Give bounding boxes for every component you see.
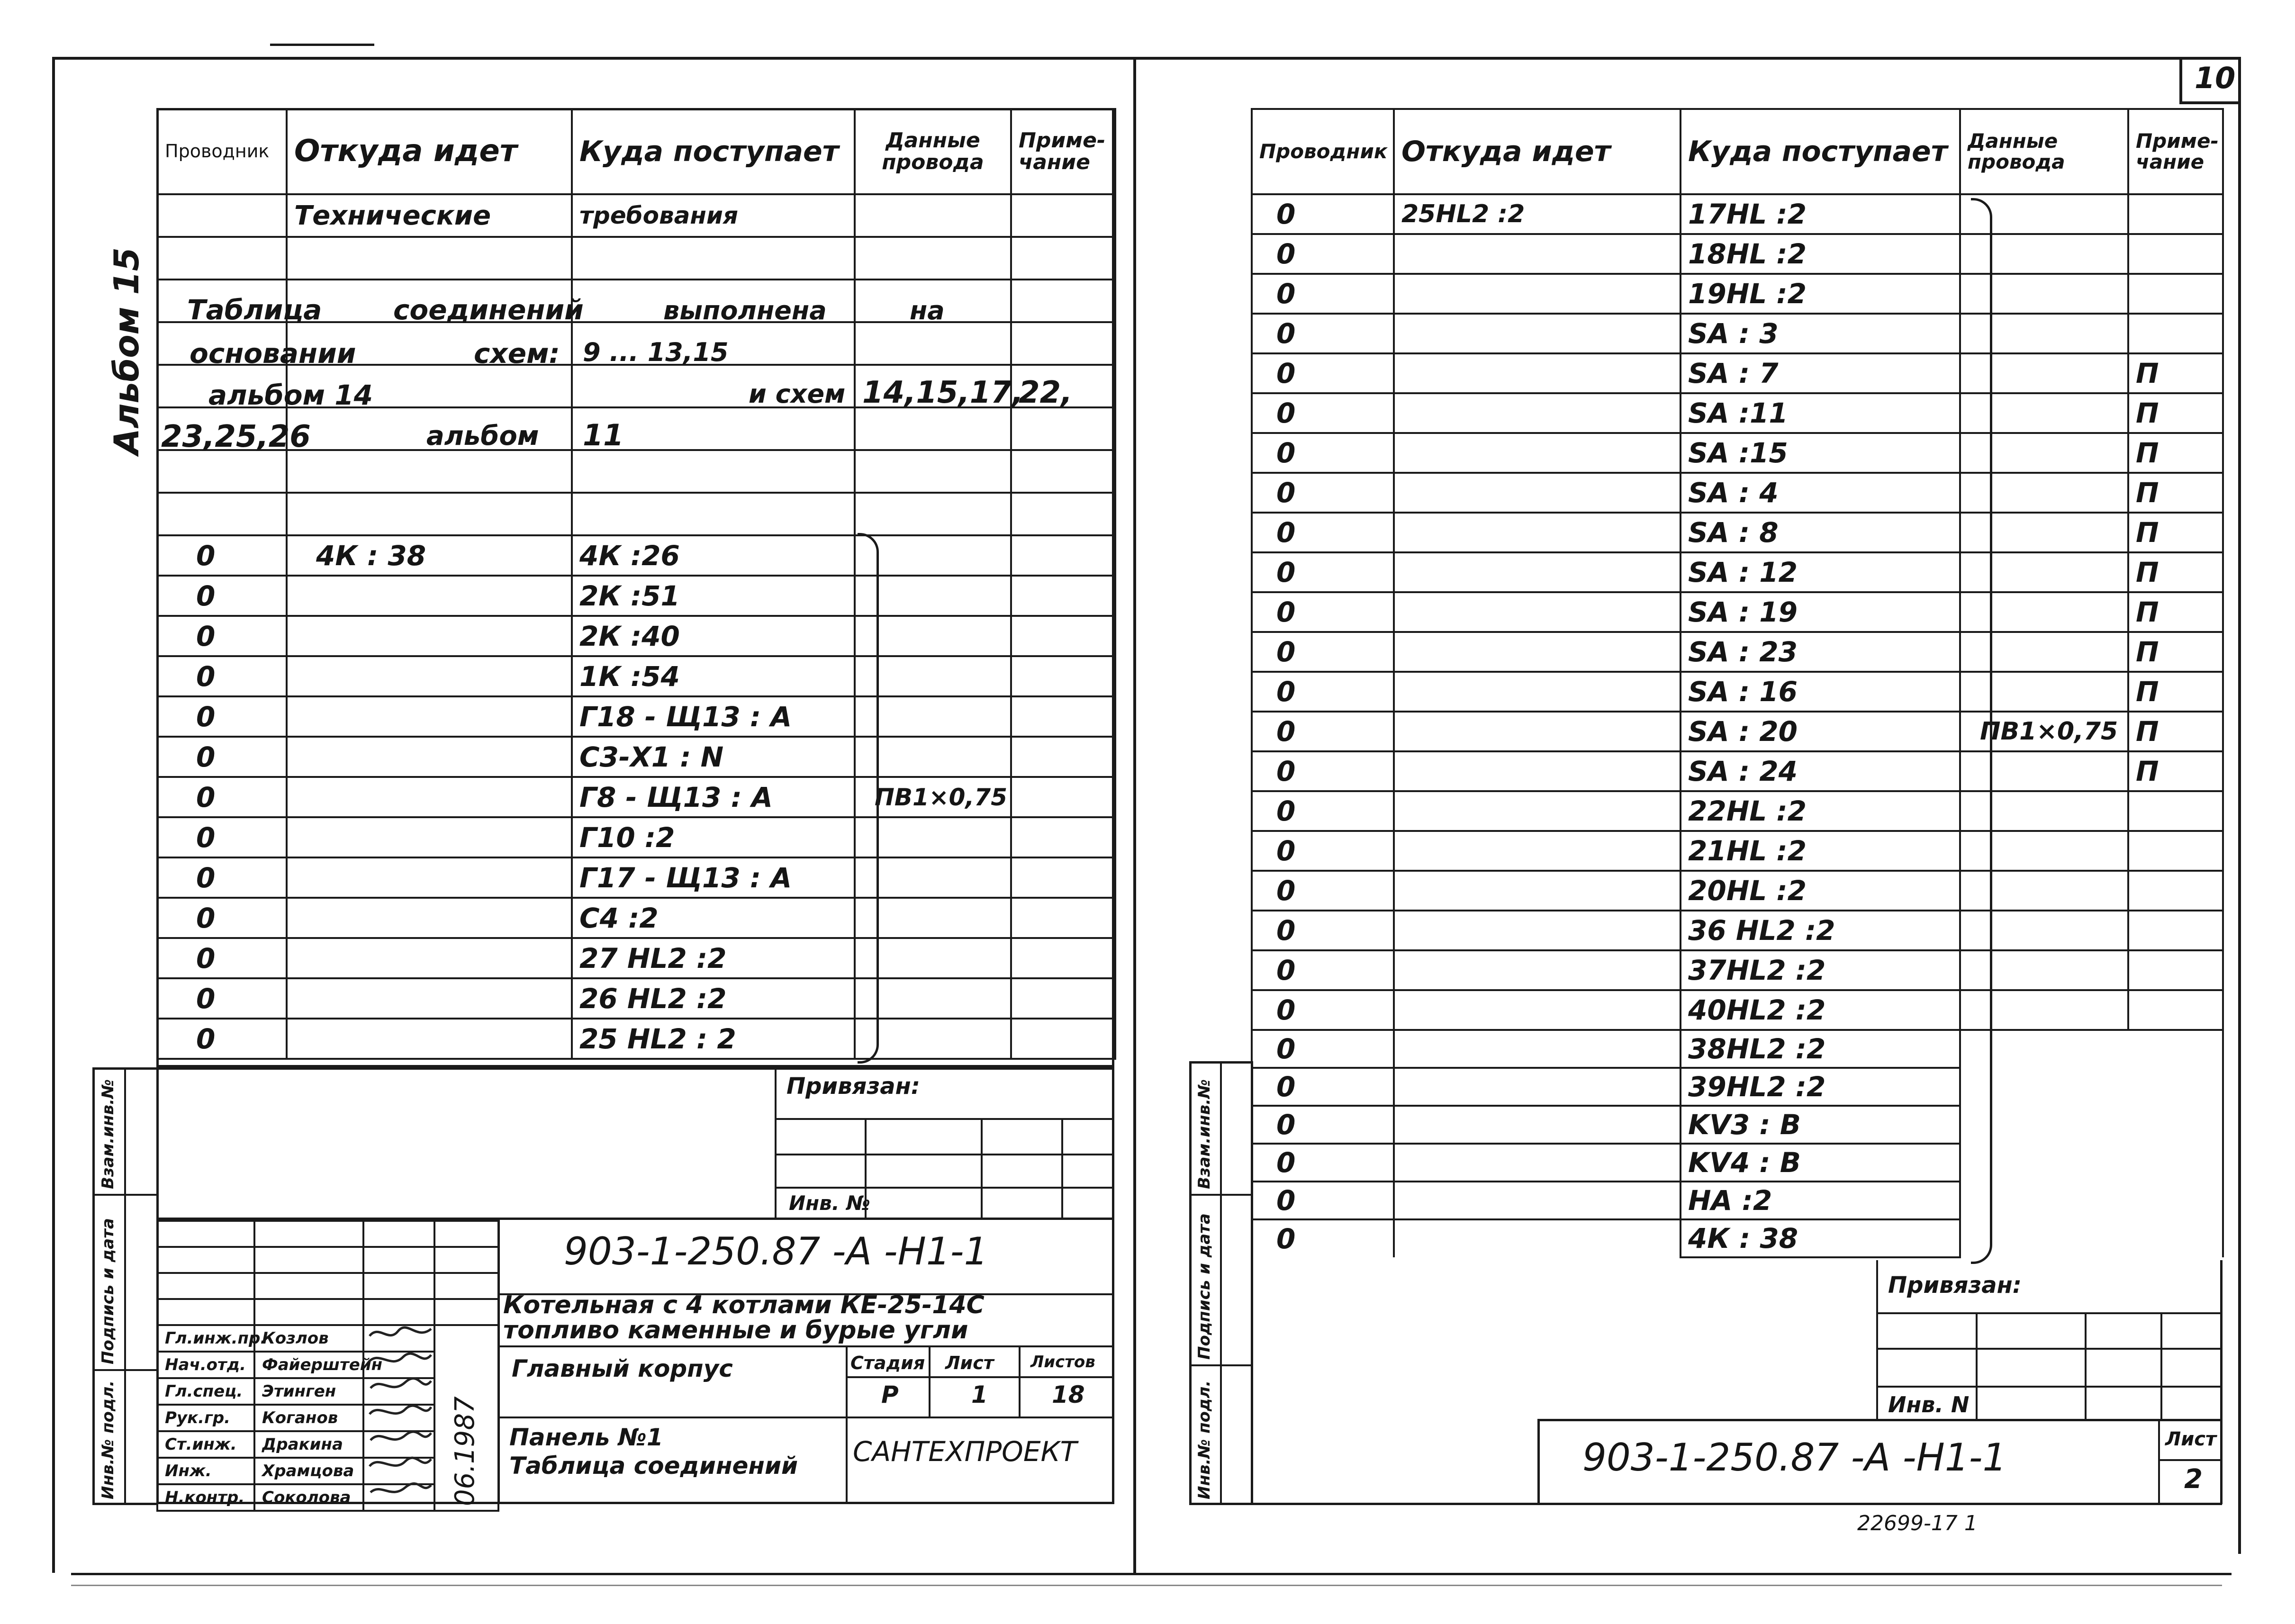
- right-row-note: [2128, 314, 2223, 353]
- left-panel-line2: Таблица соединений: [509, 1452, 798, 1480]
- right-side-strip-outer: [1189, 1061, 1192, 1504]
- left-tb-h-stage: [497, 1345, 1114, 1347]
- right-row-note: П: [2128, 473, 2223, 513]
- sig-role: Н.контр.: [157, 1484, 254, 1511]
- left-tb-v-sheets: [1019, 1345, 1021, 1416]
- right-row-from: 25HL2 :2: [1394, 194, 1681, 234]
- sig-role: Гл.спец.: [157, 1378, 254, 1405]
- right-row-note: П: [2128, 552, 2223, 592]
- left-connections-table: [156, 108, 1116, 1060]
- sig-name: Соколова: [254, 1484, 363, 1511]
- sig-role: Ст.инж.: [157, 1431, 254, 1458]
- right-priv-v4: [2160, 1312, 2162, 1421]
- right-row-note: П: [2128, 632, 2223, 672]
- right-side-strip-bottom: [1189, 1503, 2222, 1505]
- right-row-wire: 0: [1252, 433, 1394, 473]
- right-row-to: 18HL :2: [1681, 234, 1960, 274]
- left-row-to: 4К :26: [572, 535, 855, 576]
- right-row-wire: 0: [1252, 234, 1394, 274]
- left-row-wire: 0: [157, 1019, 287, 1059]
- right-row-note: П: [2128, 672, 2223, 712]
- left-priv-h1: [775, 1118, 1114, 1120]
- right-row-to: SA : 20: [1681, 712, 1960, 751]
- sig-name: Храмцова: [254, 1458, 363, 1484]
- left-sheets-header: Листов: [1030, 1353, 1095, 1371]
- left-row-from: 4К : 38: [287, 535, 572, 576]
- left-row-to: 25 HL2 : 2: [572, 1019, 855, 1059]
- left-stage-header: Стадия: [850, 1353, 925, 1373]
- right-row-to: SA : 8: [1681, 513, 1960, 552]
- right-doc-code: 903-1-250.87 -А -Н1-1: [1582, 1435, 2007, 1480]
- right-brace: [1971, 198, 1992, 1264]
- right-connections-table: [1251, 108, 2224, 1258]
- center-fold-line: [1133, 57, 1136, 1573]
- left-note-req: требования: [572, 194, 855, 237]
- right-row-note: П: [2128, 712, 2223, 751]
- left-row-wire: 0: [157, 656, 287, 696]
- left-building: Главный корпус: [512, 1355, 733, 1382]
- right-header-to: Куда поступает: [1681, 109, 1960, 194]
- left-note-tech: Технические: [287, 194, 572, 237]
- left-side-strip-inner: [124, 1067, 126, 1504]
- left-row-wire: 0: [157, 857, 287, 898]
- left-header-wire: Проводник: [157, 109, 287, 194]
- left-note-basis: основании: [190, 337, 356, 370]
- right-tb-sheet-h: [2158, 1459, 2222, 1461]
- left-note-table: Таблица: [187, 294, 322, 326]
- left-side-label-original: Инв.№ подл.: [99, 1380, 117, 1499]
- right-row-to: 38HL2 :2: [1681, 1030, 1960, 1068]
- left-side-label-signature: Подпись и дата: [99, 1218, 117, 1364]
- right-row-to: 22HL :2: [1681, 791, 1960, 831]
- right-row-wire: 0: [1252, 473, 1394, 513]
- right-header-wire: Проводник: [1252, 109, 1394, 194]
- right-row-wire: 0: [1252, 712, 1394, 751]
- right-row-wire: 0: [1252, 871, 1394, 911]
- left-row-wire: 0: [157, 777, 287, 817]
- left-row-to: Г10 :2: [572, 817, 855, 857]
- right-row-wire: 0: [1252, 791, 1394, 831]
- right-header-note: Приме-чание: [2128, 109, 2223, 194]
- right-row-note: [2128, 990, 2223, 1030]
- right-row-to: KV3 : В: [1681, 1106, 1960, 1144]
- left-priv-v4: [1061, 1118, 1063, 1218]
- left-row-to: 2К :51: [572, 576, 855, 616]
- left-row-wire: 0: [157, 535, 287, 576]
- left-priv-v3: [981, 1118, 983, 1218]
- left-note-schemes: схем:: [474, 337, 560, 370]
- right-row-wire: 0: [1252, 831, 1394, 871]
- left-header-wire-data: Данные провода: [855, 109, 1011, 194]
- left-date: 06.1987: [450, 1396, 480, 1506]
- left-priv-h3: [775, 1187, 1114, 1189]
- right-row-note: П: [2128, 751, 2223, 791]
- left-note-done: выполнена: [663, 296, 827, 325]
- left-note-22: 22,: [1019, 375, 1073, 410]
- right-row-to: SA : 3: [1681, 314, 1960, 353]
- right-tb-left: [1537, 1419, 1540, 1504]
- left-row-wire: 0: [157, 817, 287, 857]
- right-sheet-label: Лист: [2165, 1428, 2217, 1450]
- right-side-label-original: Инв.№ подл.: [1195, 1380, 1214, 1499]
- right-stamp-left: [1251, 1061, 1253, 1504]
- right-row-to: 4К : 38: [1681, 1219, 1960, 1257]
- left-row-to: 27 HL2 :2: [572, 938, 855, 978]
- sheet-number: 10: [2195, 61, 2236, 95]
- left-note-album: альбом: [426, 421, 539, 451]
- left-side-label-substitute: Взам.инв.№: [99, 1079, 117, 1189]
- outer-bottom-line: [71, 1573, 2232, 1575]
- left-inv-no: Инв. №: [789, 1191, 870, 1215]
- sig-role: Гл.инж.пр.: [157, 1325, 254, 1352]
- right-tb-top: [1537, 1419, 2222, 1421]
- left-row-wire: 0: [157, 576, 287, 616]
- right-row-wire: 0: [1252, 950, 1394, 990]
- album-label: Альбом 15: [107, 247, 146, 455]
- right-priv-h1: [1876, 1312, 2222, 1314]
- right-row-note: П: [2128, 353, 2223, 393]
- left-header-to: Куда поступает: [572, 109, 855, 194]
- right-row-to: SA : 19: [1681, 592, 1960, 632]
- right-sheet-number: 2: [2184, 1464, 2203, 1495]
- right-priv-v2: [1976, 1312, 1978, 1421]
- left-row-to: С4 :2: [572, 898, 855, 938]
- left-org: САНТЕХПРОЕКТ: [853, 1435, 1077, 1468]
- right-row-to: SA : 24: [1681, 751, 1960, 791]
- left-note-scheme-nums: 9 ... 13,15: [583, 337, 729, 367]
- right-row-note: П: [2128, 592, 2223, 632]
- left-header-note: Приме-чание: [1011, 109, 1115, 194]
- left-signatures-table: [156, 1220, 499, 1512]
- right-row-wire: 0: [1252, 194, 1394, 234]
- right-wire-data: ПВ1×0,75: [1960, 712, 2128, 751]
- left-row-wire: 0: [157, 696, 287, 737]
- left-stage: Р: [881, 1381, 899, 1408]
- right-side-strip-top: [1189, 1061, 1251, 1064]
- sig-name: Этинген: [254, 1378, 363, 1405]
- right-priv-v3: [2085, 1312, 2087, 1421]
- right-row-wire: 0: [1252, 592, 1394, 632]
- sig-name: Файерштейн: [254, 1352, 363, 1378]
- outer-left-line: [52, 57, 55, 1573]
- right-stamp-right: [2220, 1260, 2223, 1504]
- left-row-wire: 0: [157, 616, 287, 656]
- right-header-wire-data: Данные провода: [1960, 109, 2128, 194]
- left-doc-code: 903-1-250.87 -А -Н1-1: [564, 1229, 988, 1273]
- left-tb-h-panel: [497, 1416, 1114, 1418]
- right-row-to: SA : 16: [1681, 672, 1960, 712]
- left-privyazan: Привязан:: [786, 1073, 920, 1100]
- right-row-to: SA : 12: [1681, 552, 1960, 592]
- right-row-to: 21HL :2: [1681, 831, 1960, 871]
- right-row-to: 39HL2 :2: [1681, 1068, 1960, 1106]
- right-row-note: [2128, 274, 2223, 314]
- right-row-wire: 0: [1252, 552, 1394, 592]
- left-tb-v-sheet: [929, 1345, 931, 1416]
- left-row-to: 26 HL2 :2: [572, 978, 855, 1019]
- left-note-and-schemes: и схем: [749, 379, 846, 409]
- right-row-to: НА :2: [1681, 1182, 1960, 1219]
- right-row-wire: 0: [1252, 1106, 1394, 1144]
- right-row-note: [2128, 950, 2223, 990]
- right-row-wire: 0: [1252, 1182, 1394, 1219]
- right-row-note: П: [2128, 513, 2223, 552]
- right-row-note: [2128, 234, 2223, 274]
- right-side-strip-inner: [1220, 1061, 1222, 1504]
- left-note-more-schemes: 23,25,26: [161, 419, 311, 454]
- right-row-note: П: [2128, 393, 2223, 433]
- left-title-line2: топливо каменные и бурые угли: [503, 1316, 968, 1344]
- right-row-wire: 0: [1252, 1144, 1394, 1182]
- left-title-line1: Котельная с 4 котлами КЕ-25-14С: [503, 1291, 985, 1319]
- right-inv-no: Инв. N: [1888, 1392, 1970, 1417]
- sig-name: Коганов: [254, 1405, 363, 1431]
- outer-right-line: [2238, 57, 2241, 1554]
- sig-name: Дракина: [254, 1431, 363, 1458]
- left-note-11: 11: [583, 418, 624, 452]
- right-row-wire: 0: [1252, 990, 1394, 1030]
- right-row-wire: 0: [1252, 513, 1394, 552]
- sig-role: Инж.: [157, 1458, 254, 1484]
- right-side-strip-sep2: [1189, 1364, 1251, 1366]
- left-row-wire: 0: [157, 898, 287, 938]
- right-row-wire: 0: [1252, 1030, 1394, 1068]
- right-row-to: SA :15: [1681, 433, 1960, 473]
- left-wire-data: ПВ1×0,75: [855, 777, 1011, 817]
- right-row-wire: 0: [1252, 314, 1394, 353]
- right-row-to: 40HL2 :2: [1681, 990, 1960, 1030]
- right-row-wire: 0: [1252, 1219, 1394, 1257]
- right-row-wire: 0: [1252, 672, 1394, 712]
- right-side-label-signature: Подпись и дата: [1195, 1213, 1214, 1360]
- left-side-strip-line: [92, 1067, 95, 1504]
- footer-code: 22699-17 1: [1857, 1511, 1978, 1535]
- right-side-strip-sep1: [1189, 1194, 1251, 1196]
- right-row-to: SA : 4: [1681, 473, 1960, 513]
- left-row-wire: 0: [157, 737, 287, 777]
- outer-top-line: [52, 57, 2241, 60]
- left-row-to: 1К :54: [572, 656, 855, 696]
- right-row-to: 17HL :2: [1681, 194, 1960, 234]
- left-row-to: 2К :40: [572, 616, 855, 656]
- right-row-to: 36 HL2 :2: [1681, 911, 1960, 950]
- sig-name: Козлов: [254, 1325, 363, 1352]
- left-note-connections: соединений: [393, 294, 584, 326]
- left-tb-h-stage2: [846, 1376, 1114, 1378]
- left-row-to: Г8 - Щ13 : А: [572, 777, 855, 817]
- left-note-album14: альбом 14: [208, 379, 373, 411]
- stray-mark: [270, 44, 374, 46]
- left-row-to: С3-Х1 : N: [572, 737, 855, 777]
- right-row-wire: 0: [1252, 632, 1394, 672]
- right-row-wire: 0: [1252, 751, 1394, 791]
- right-row-to: KV4 : В: [1681, 1144, 1960, 1182]
- right-row-to: 20HL :2: [1681, 871, 1960, 911]
- right-side-label-substitute: Взам.инв.№: [1195, 1079, 1214, 1189]
- right-privyazan: Привязан:: [1888, 1272, 2022, 1299]
- right-row-wire: 0: [1252, 911, 1394, 950]
- bottom-shadow-line: [71, 1585, 2222, 1586]
- right-row-wire: 0: [1252, 274, 1394, 314]
- right-row-note: [2128, 194, 2223, 234]
- sig-role: Рук.гр.: [157, 1405, 254, 1431]
- left-sheet: 1: [971, 1381, 988, 1408]
- left-row-wire: 0: [157, 938, 287, 978]
- left-brace: [858, 533, 879, 1064]
- right-row-note: [2128, 871, 2223, 911]
- right-row-to: SA :11: [1681, 393, 1960, 433]
- left-row-wire: 0: [157, 978, 287, 1019]
- right-row-note: [2128, 791, 2223, 831]
- right-priv-h3: [1876, 1386, 2222, 1388]
- left-sheets: 18: [1052, 1381, 1085, 1408]
- right-row-wire: 0: [1252, 353, 1394, 393]
- right-row-note: [2128, 831, 2223, 871]
- left-note-on: на: [910, 296, 945, 325]
- left-priv-v: [775, 1067, 777, 1219]
- right-row-note: [2128, 911, 2223, 950]
- left-priv-h2: [775, 1154, 1114, 1155]
- left-signature-scribbles: [365, 1322, 436, 1507]
- right-row-wire: 0: [1252, 1068, 1394, 1106]
- left-note-scheme-list: 14,15,17,: [862, 375, 1024, 410]
- right-row-to: 37HL2 :2: [1681, 950, 1960, 990]
- right-priv-h2: [1876, 1348, 2222, 1350]
- left-sheet-header: Лист: [945, 1353, 994, 1373]
- left-row-to: Г17 - Щ13 : А: [572, 857, 855, 898]
- left-header-from: Откуда идет: [287, 109, 572, 194]
- left-tb-v-stage: [846, 1345, 848, 1504]
- right-priv-v: [1876, 1260, 1878, 1421]
- right-row-to: SA : 7: [1681, 353, 1960, 393]
- left-panel-line1: Панель №1: [509, 1424, 663, 1451]
- right-row-wire: 0: [1252, 393, 1394, 433]
- sig-role: Нач.отд.: [157, 1352, 254, 1378]
- right-row-note: П: [2128, 433, 2223, 473]
- right-row-to: 19HL :2: [1681, 274, 1960, 314]
- left-row-to: Г18 - Щ13 : А: [572, 696, 855, 737]
- right-tb-sheet-v: [2158, 1419, 2160, 1504]
- right-row-to: SA : 23: [1681, 632, 1960, 672]
- right-header-from: Откуда идет: [1394, 109, 1681, 194]
